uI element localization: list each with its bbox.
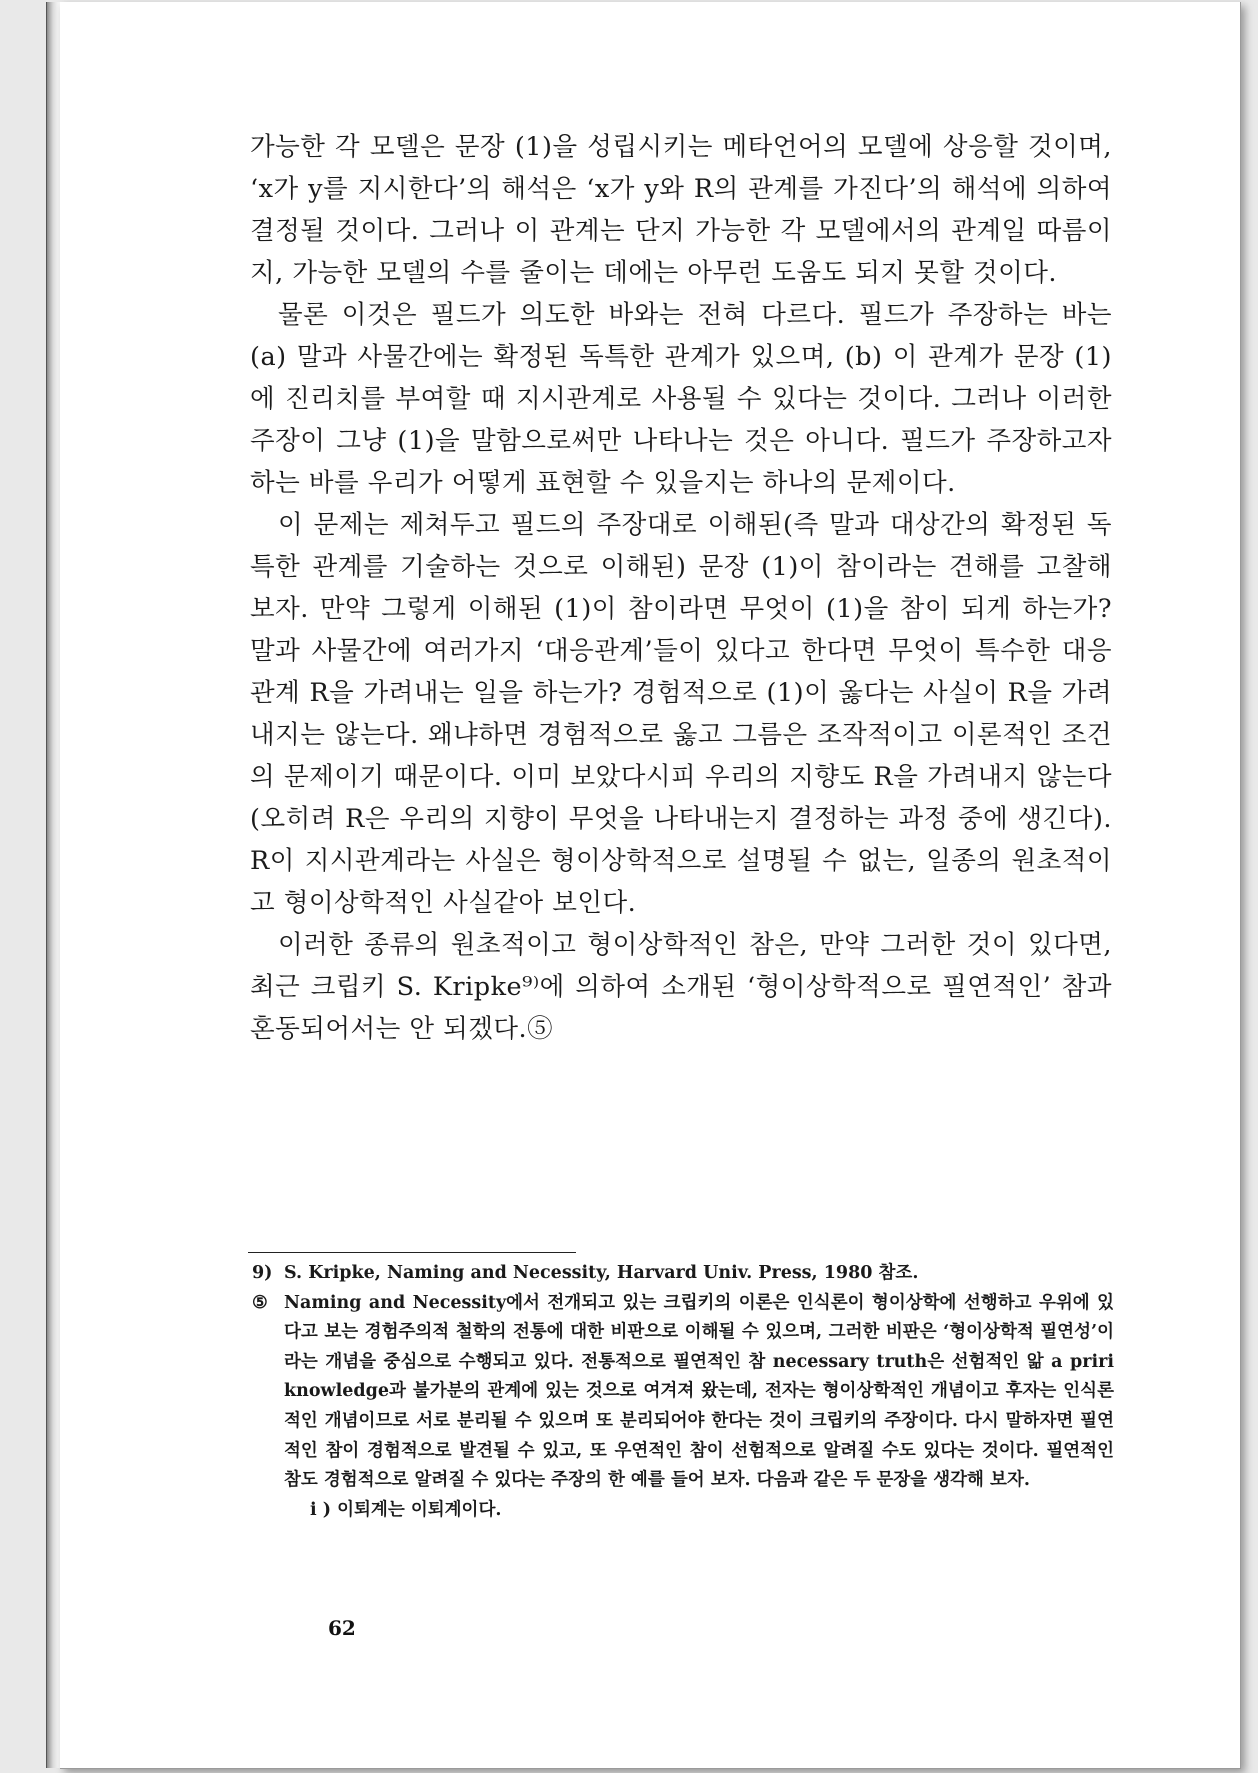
footnote-mark: ⑤ — [252, 1292, 268, 1313]
footnote-5 — [248, 1289, 1114, 1496]
footnote-separator — [248, 1252, 576, 1253]
footnotes-section — [248, 1252, 1114, 1525]
footnote-text: Naming and Necessity에서 전개되고 있는 크립키의 이론은 인식론이 형이상학에 선행하고 우위에 있다고 보는 경험주의적 철학의 전통에 대한 비판으로 이해될 수 있으며, 그러한 비판은 ‘형이상학적 필연성’이라는 개념을 중심으로 수행되고 있다. 전통적으로 필연적인 참 necessary truth은 선험적인 앎 a priri knowledge과 불가분의 관계에 있는 것으로 여겨져 왔는데, 전자는 형이상학적인 개념이고 후자는 인식론적인 개념이므로 서로 분리될 수 있으며 또 분리되어야 한다는 것이 크립키의 주장이다. 다시 말하자면 필연적인 참이 경험적으로 발견될 수 있고, 또 우연적인 참이 선험적으로 알려질 수도 있다는 것이다. 필연적인 참도 경험적으로 알려질 수 있다는 주장의 한 예를 들어 보자. 다음과 같은 두 문장을 생각해 보자. — [284, 1292, 1114, 1491]
paragraph-1: 가능한 각 모델은 문장 (1)을 성립시키는 메타언어의 모델에 상응할 것이며, ‘x가 y를 지시한다’의 해석은 ‘x가 y와 R의 관계를 가진다’의 해석에 의하여 결정될 것이다. 그러나 이 관계는 단지 가능한 각 모델에서의 관계일 따름이지, 가능한 모델의 수를 줄이는 데에는 아무런 도움도 되지 못할 것이다. — [250, 132, 1112, 288]
paragraph-4: 이러한 종류의 원초적이고 형이상학적인 참은, 만약 그러한 것이 있다면, 최근 크립키 S. Kripke⁹⁾에 의하여 소개된 ‘형이상학적으로 필연적인’ 참과 혼동되어서는 안 되겠다.⑤ — [250, 930, 1112, 1044]
body-text-block — [250, 126, 1112, 1050]
paragraph-2: 물론 이것은 필드가 의도한 바와는 전혀 다르다. 필드가 주장하는 바는 (a) 말과 사물간에는 확정된 독특한 관계가 있으며, (b) 이 관계가 문장 (1)에 진리치를 부여할 때 지시관계로 사용될 수 있다는 것이다. 그러나 이러한 주장이 그냥 (1)을 말함으로써만 나타나는 것은 아니다. 필드가 주장하고자 하는 바를 우리가 어떻게 표현할 수 있을지는 하나의 문제이다. — [250, 300, 1112, 498]
footnote-9 — [248, 1259, 1114, 1289]
footnote-example: i ) 이퇴계는 이퇴계이다. — [310, 1499, 502, 1520]
paragraph-3: 이 문제는 제쳐두고 필드의 주장대로 이해된(즉 말과 대상간의 확정된 독특한 관계를 기술하는 것으로 이해된) 문장 (1)이 참이라는 견해를 고찰해 보자. 만약 그렇게 이해된 (1)이 참이라면 무엇이 (1)을 참이 되게 하는가? 말과 사물간에 여러가지 ‘대응관계’들이 있다고 한다면 무엇이 특수한 대응관계 R을 가려내는 일을 하는가? 경험적으로 (1)이 옳다는 사실이 R을 가려내지는 않는다. 왜냐하면 경험적으로 옳고 그름은 조작적이고 이론적인 조건의 문제이기 때문이다. 이미 보았다시피 우리의 지향도 R을 가려내지 않는다(오히려 R은 우리의 지향이 무엇을 나타내는지 결정하는 과정 중에 생긴다). R이 지시관계라는 사실은 형이상학적으로 설명될 수 없는, 일종의 원초적이고 형이상학적인 사실같아 보인다. — [250, 510, 1112, 918]
page-number: 62 — [328, 1616, 356, 1640]
footnote-mark: 9) — [252, 1263, 273, 1283]
book-page — [60, 2, 1241, 1769]
footnote-text: S. Kripke, Naming and Necessity, Harvard Univ. Press, 1980 참조. — [284, 1263, 919, 1283]
